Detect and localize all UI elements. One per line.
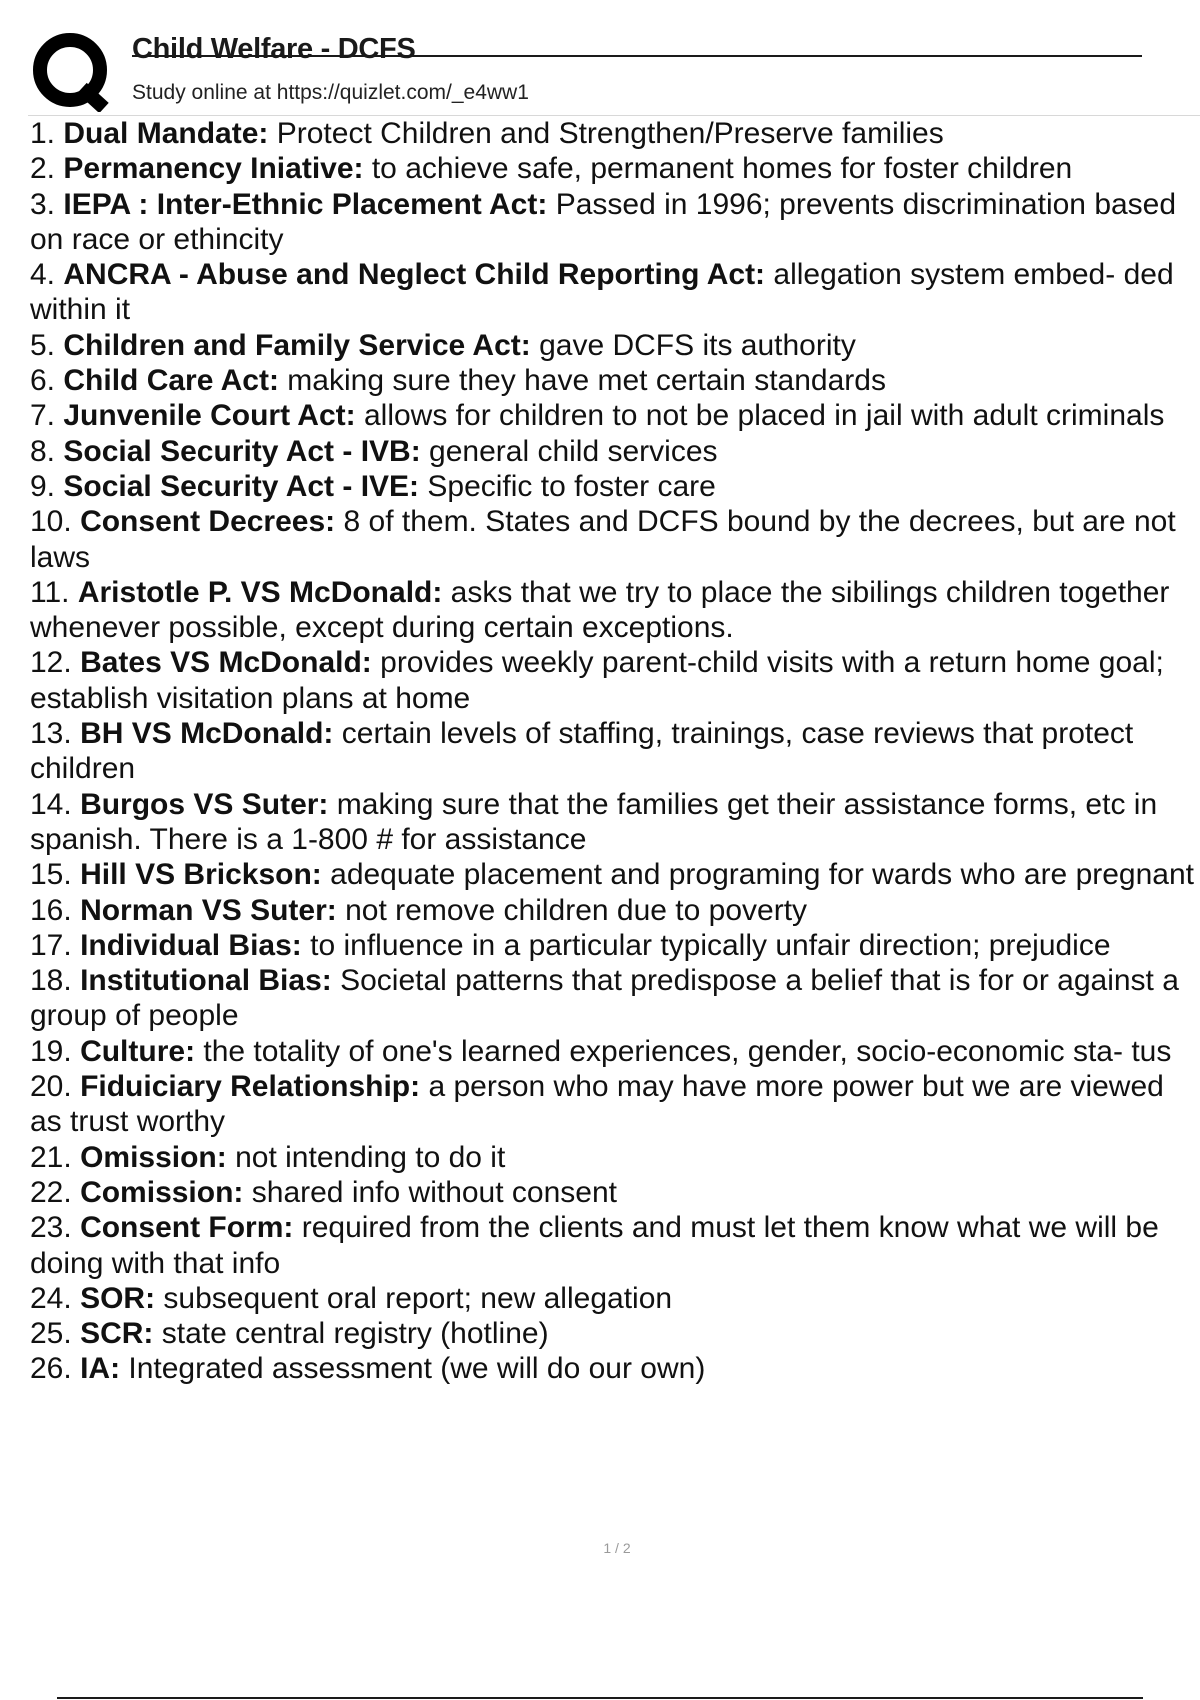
term-name: Norman VS Suter:: [80, 893, 337, 927]
term-number: 22.: [30, 1175, 72, 1209]
term-name: ANCRA - Abuse and Neglect Child Reporting Act:: [63, 258, 766, 292]
term-definition: Specific to foster care: [419, 469, 716, 503]
term-number: 19.: [30, 1034, 72, 1068]
term-name: Social Security Act - IVE:: [63, 469, 420, 503]
term-name: Individual Bias:: [80, 928, 302, 962]
term-definition: to influence in a particular typically unfair direction; prejudice: [301, 928, 1111, 962]
term-definition: Passed in 1996; prevents discrimination based on race or ethincity: [30, 187, 1177, 256]
term-definition: subsequent oral report; new allegation: [155, 1281, 673, 1315]
term-number: 24.: [30, 1281, 72, 1315]
term-definition: the totality of one's learned experiences, gender, socio-economic sta- tus: [195, 1034, 1172, 1068]
term-name: Consent Form:: [80, 1211, 294, 1245]
term-name: SOR:: [80, 1281, 156, 1315]
page-number: 1 / 2: [603, 1540, 631, 1556]
term-row: [30, 1210, 1200, 1281]
term-definition: gave DCFS its authority: [530, 328, 856, 362]
term-definition: required from the clients and must let them know what we will be doing with that info: [30, 1211, 1159, 1280]
term-definition: making sure that the families get their assistance forms, etc in spanish. There is a 1-800 # for assistance: [30, 787, 1158, 856]
term-name: IA:: [80, 1352, 121, 1386]
term-row: [30, 151, 1200, 186]
document-subtitle: Study online at https://quizlet.com/_e4ww1: [132, 81, 529, 104]
term-name: Institutional Bias:: [80, 964, 332, 998]
quizlet-q-logo-icon: [32, 32, 112, 112]
term-row: [30, 328, 1200, 363]
term-definition: state central registry (hotline): [153, 1317, 549, 1351]
term-number: 16.: [30, 893, 72, 927]
term-number: 12.: [30, 646, 72, 680]
term-definition: Societal patterns that predispose a belief that is for or against a group of people: [30, 964, 1179, 1033]
term-number: 26.: [30, 1352, 72, 1386]
term-number: 11.: [30, 575, 70, 609]
term-definition: to achieve safe, permanent homes for foster children: [363, 152, 1073, 186]
term-number: 20.: [30, 1070, 72, 1104]
term-definition: 8 of them. States and DCFS bound by the decrees, but are not laws: [30, 505, 1176, 574]
term-number: 7.: [30, 399, 56, 433]
term-name: Fiduiciary Relationship:: [80, 1070, 421, 1104]
term-definition: general child services: [420, 434, 718, 468]
term-row: [30, 1069, 1200, 1140]
term-number: 18.: [30, 964, 72, 998]
term-row: [30, 1316, 1200, 1351]
term-number: 4.: [30, 258, 56, 292]
term-definition: adequate placement and programing for wards who are pregnant: [321, 858, 1195, 892]
term-number: 21.: [30, 1140, 72, 1174]
footer-divider: [57, 1697, 1143, 1699]
term-name: Junvenile Court Act:: [63, 399, 356, 433]
term-definition: asks that we try to place the sibilings children together whenever possible, except during certain exceptions.: [30, 575, 1170, 645]
term-row: [30, 963, 1200, 1034]
term-row: [30, 434, 1200, 469]
term-name: Social Security Act - IVB:: [63, 434, 421, 468]
term-name: Hill VS Brickson:: [80, 858, 322, 892]
terms-list: [30, 116, 1200, 1387]
document-title: Child Welfare - DCFS: [132, 33, 416, 65]
term-definition: provides weekly parent-child visits with a return home goal; establish visitation plans at home: [30, 646, 1164, 715]
term-definition: allows for children to not be placed in jail with adult criminals: [355, 399, 1165, 433]
term-number: 14.: [30, 787, 72, 821]
term-name: Omission:: [80, 1140, 227, 1174]
term-row: [30, 504, 1200, 575]
term-number: 5.: [30, 328, 56, 362]
term-row: [30, 469, 1200, 504]
term-row: [30, 187, 1200, 258]
term-definition: certain levels of staffing, trainings, case reviews that protect children: [30, 717, 1134, 786]
term-row: [30, 1281, 1200, 1316]
term-name: Burgos VS Suter:: [80, 787, 329, 821]
term-row: [30, 645, 1200, 716]
term-row: [30, 398, 1200, 433]
term-name: Aristotle P. VS McDonald:: [77, 575, 443, 609]
term-name: Culture:: [80, 1034, 196, 1068]
term-number: 6.: [30, 364, 56, 398]
term-name: Permanency Iniative:: [63, 152, 364, 186]
term-number: 17.: [30, 928, 72, 962]
term-row: [30, 575, 1200, 646]
term-row: [30, 787, 1200, 858]
term-name: SCR:: [80, 1317, 154, 1351]
term-row: [30, 1175, 1200, 1210]
term-number: 1.: [30, 117, 56, 150]
term-row: [30, 116, 1200, 151]
term-definition: shared info without consent: [243, 1175, 617, 1209]
term-name: Consent Decrees:: [80, 505, 336, 539]
term-number: 25.: [30, 1317, 72, 1351]
term-name: BH VS McDonald:: [80, 717, 334, 751]
term-number: 10.: [30, 505, 72, 539]
term-row: [30, 716, 1200, 787]
term-row: [30, 893, 1200, 928]
term-name: IEPA : Inter-Ethnic Placement Act:: [63, 187, 548, 221]
term-row: [30, 928, 1200, 963]
term-number: 23.: [30, 1211, 72, 1245]
term-name: Child Care Act:: [63, 364, 279, 398]
term-definition: making sure they have met certain standards: [278, 364, 886, 398]
term-definition: not remove children due to poverty: [336, 893, 808, 927]
term-number: 3.: [30, 187, 56, 221]
term-definition: a person who may have more power but we are viewed as trust worthy: [30, 1070, 1164, 1139]
term-number: 13.: [30, 717, 72, 751]
term-number: 2.: [30, 152, 56, 186]
term-row: [30, 857, 1200, 892]
term-definition: allegation system embed- ded within it: [30, 258, 1174, 327]
term-row: [30, 257, 1200, 328]
term-name: Children and Family Service Act:: [63, 328, 531, 362]
term-number: 15.: [30, 858, 72, 892]
term-number: 8.: [30, 434, 56, 468]
term-number: 9.: [30, 469, 56, 503]
document-header: [0, 0, 1200, 120]
term-row: [30, 1034, 1200, 1069]
term-definition: Integrated assessment (we will do our own): [120, 1352, 706, 1386]
term-name: Bates VS McDonald:: [80, 646, 372, 680]
term-definition: not intending to do it: [226, 1140, 506, 1174]
term-row: [30, 1140, 1200, 1175]
term-name: Comission:: [80, 1175, 244, 1209]
term-definition: Protect Children and Strengthen/Preserve families: [268, 117, 944, 150]
term-row: [30, 363, 1200, 398]
term-name: Dual Mandate:: [63, 117, 269, 150]
term-row: [30, 1351, 1200, 1386]
